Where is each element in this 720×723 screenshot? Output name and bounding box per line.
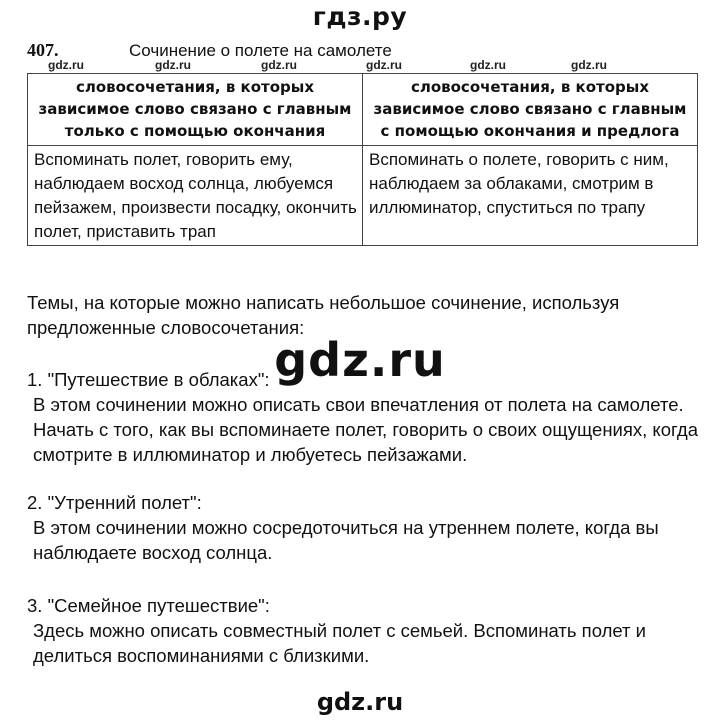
topic-title: 2. "Утренний полет": xyxy=(27,492,202,513)
topic-text: Здесь можно описать совместный полет с семьей. Вспоминать полет и делиться воспоминаниями с близкими. xyxy=(33,620,647,666)
intro-paragraph: Темы, на которые можно написать небольшое сочинение, используя предложенные словосочетания: xyxy=(27,292,620,338)
watermark: gdz.ru xyxy=(470,58,506,72)
site-footer-logo: gdz.ru xyxy=(316,688,404,716)
watermark: gdz.ru xyxy=(366,58,402,72)
table-header-cell: словосочетания, в которых зависимое слово связано с главным только с помощью окончания xyxy=(28,74,363,146)
topic-item xyxy=(27,490,717,565)
table-row xyxy=(28,146,698,246)
table-header-row xyxy=(28,74,698,146)
table-header-cell: словосочетания, в которых зависимое слово связано с главным с помощью окончания и предлога xyxy=(363,74,698,146)
topic-title: 1. "Путешествие в облаках": xyxy=(27,369,270,390)
topic-title: 3. "Семейное путешествие": xyxy=(27,595,270,616)
table-cell: Вспоминать о полете, говорить с ним, наблюдаем за облаками, смотрим в иллюминатор, спуститься по трапу xyxy=(363,146,698,246)
topic-text: В этом сочинении можно сосредоточиться на утреннем полете, когда вы наблюдаете восход солнца. xyxy=(33,517,659,563)
topic-text: В этом сочинении можно описать свои впечатления от полета на самолете. Начать с того, как вы вспоминаете полет, говорить о своих ощущениях, когда смотрите в иллюминатор и любуетесь пейзажами. xyxy=(33,394,699,465)
watermark: gdz.ru xyxy=(48,58,84,72)
watermark: gdz.ru xyxy=(571,58,607,72)
big-watermark: gdz.ru xyxy=(274,333,446,387)
site-header-logo: гдз.ру xyxy=(312,2,408,31)
watermark-row xyxy=(0,58,720,74)
word-combinations-table xyxy=(27,73,698,246)
watermark: gdz.ru xyxy=(261,58,297,72)
topic-item xyxy=(27,367,717,467)
table-cell: Вспоминать полет, говорить ему, наблюдаем восход солнца, любуемся пейзажем, произвести посадку, окончить полет, приставить трап xyxy=(28,146,363,246)
watermark: gdz.ru xyxy=(155,58,191,72)
task-number: 407. xyxy=(27,40,59,60)
task-title: Сочинение о полете на самолете xyxy=(129,41,392,60)
topic-item xyxy=(27,593,717,668)
